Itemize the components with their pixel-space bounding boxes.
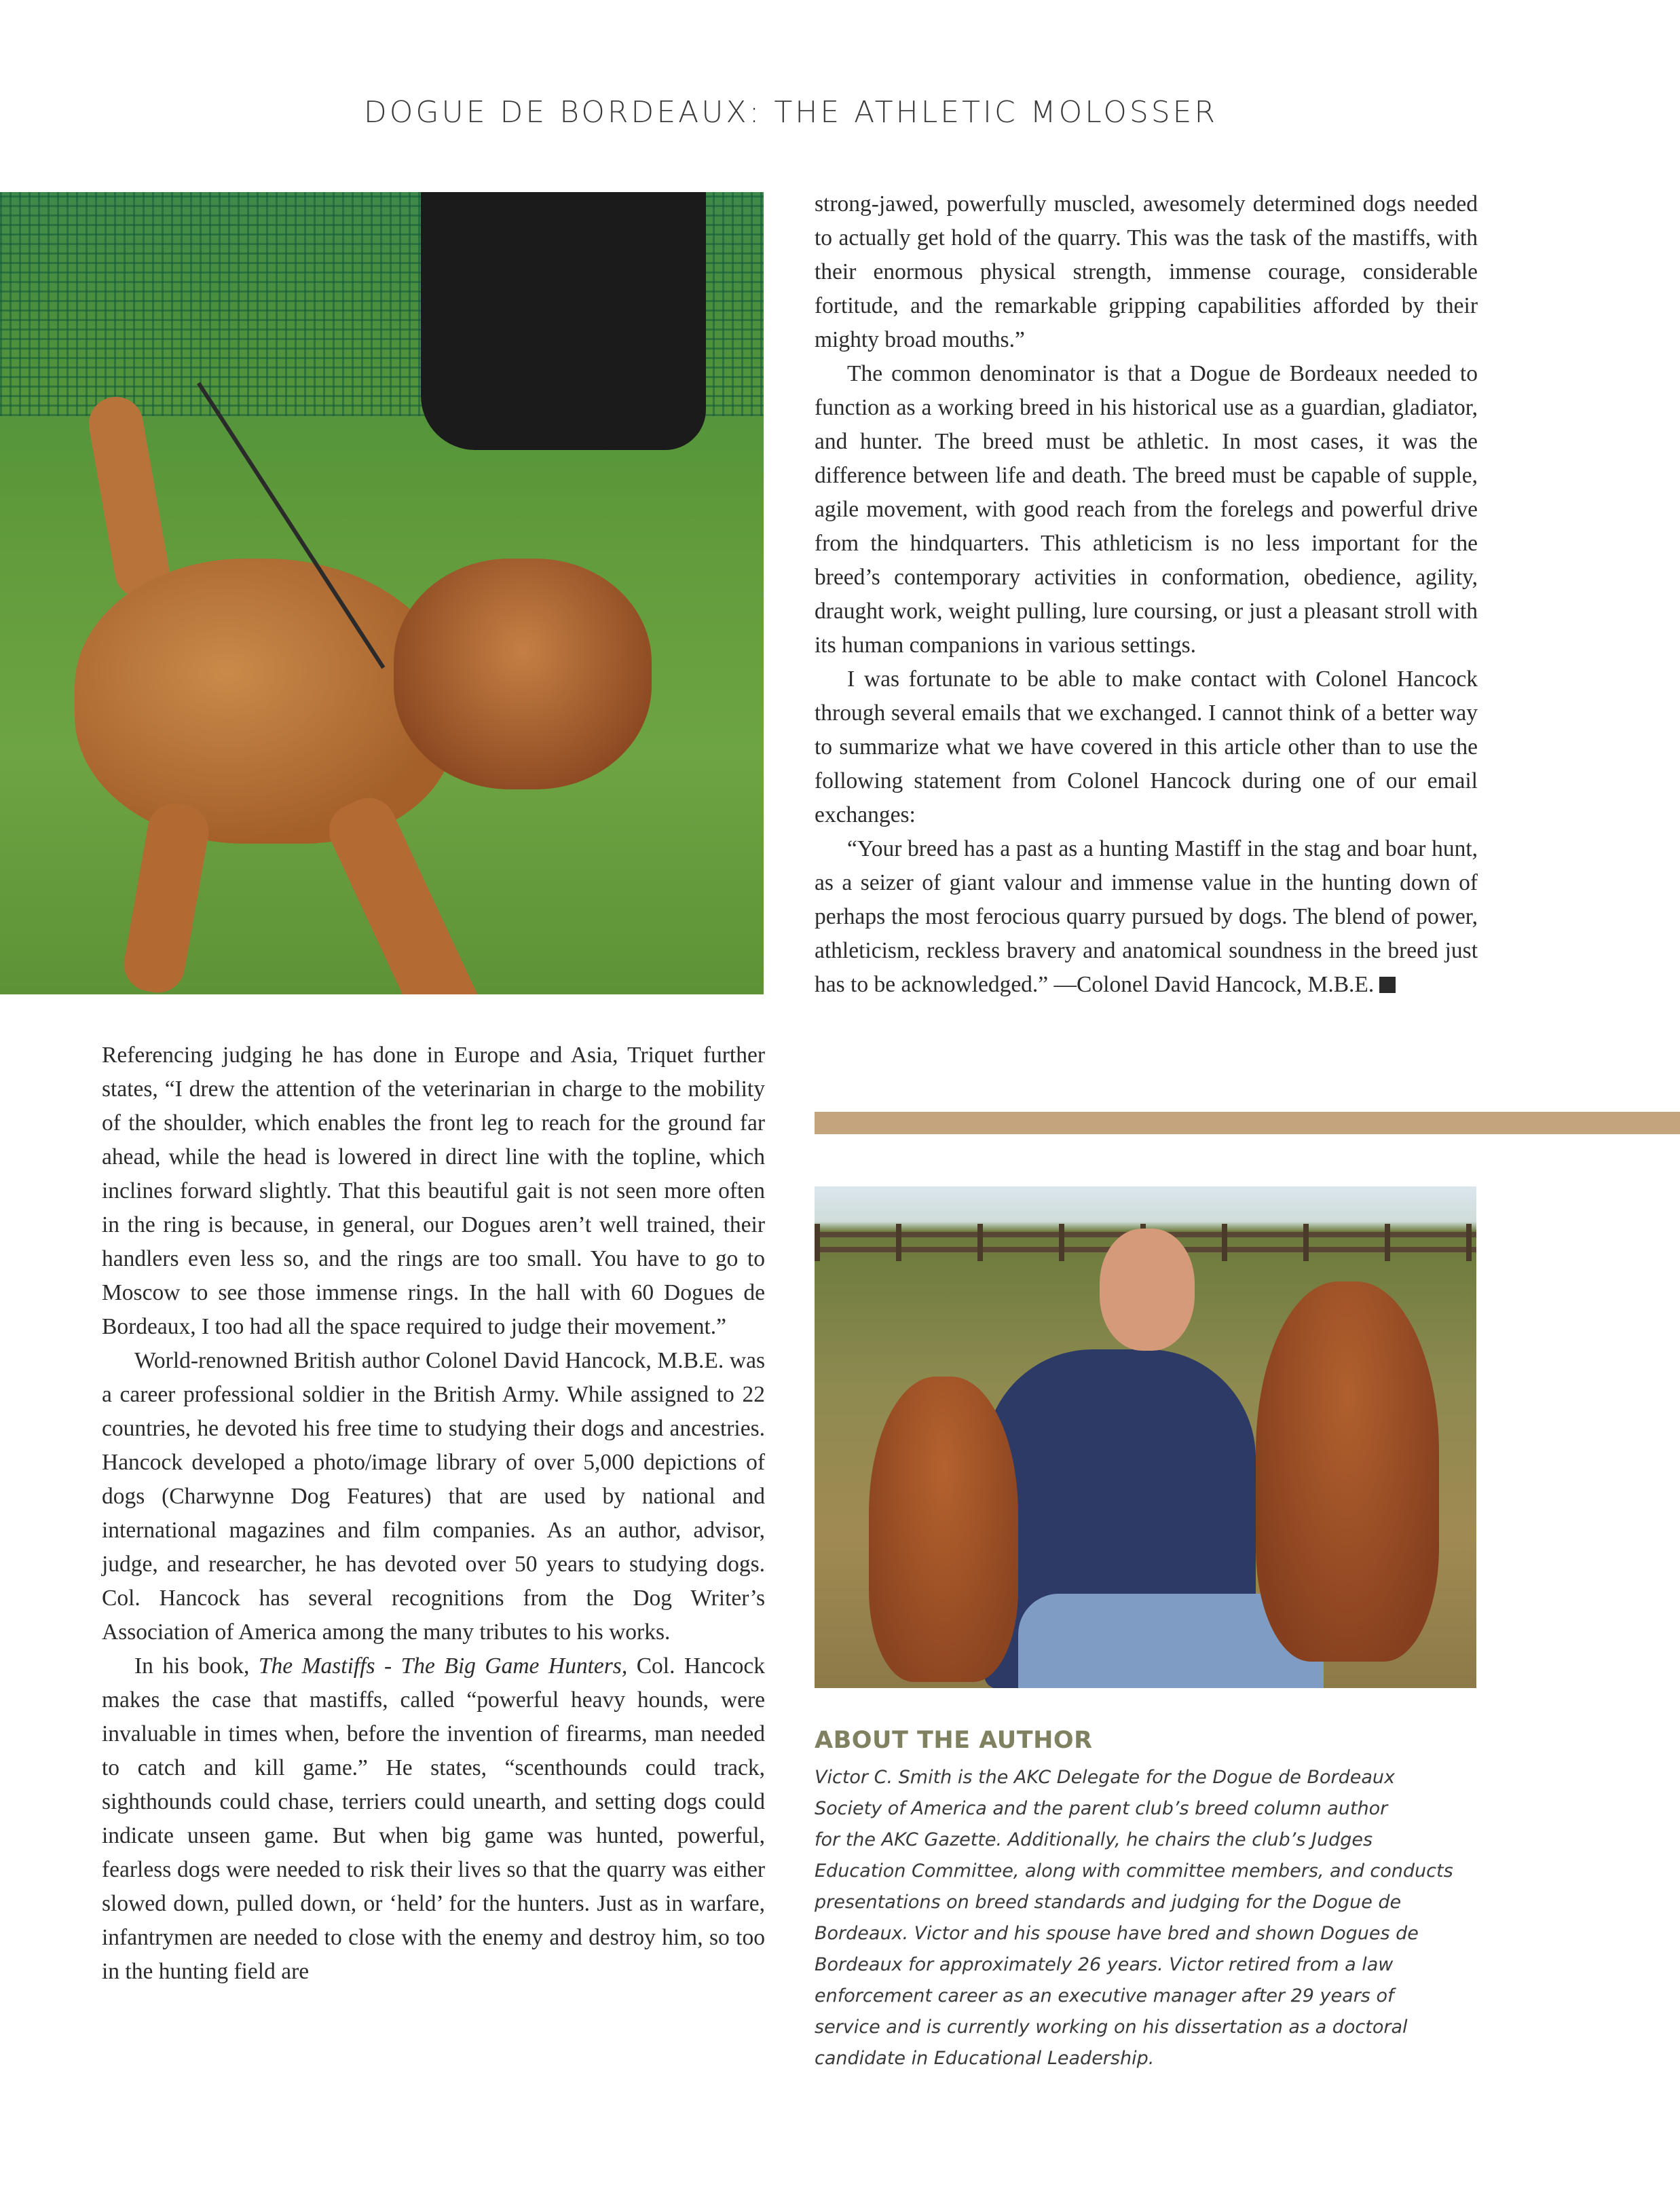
dog-show-photo: [0, 192, 764, 994]
bio-line: Education Committee, along with committee members, and conducts: [815, 1860, 1453, 1882]
about-author-heading: ABOUT THE AUTHOR: [815, 1727, 1093, 1754]
paragraph: World-renowned British author Colonel David Hancock, M.B.E. was a career professional soldier in the British Army. While assigned to 22 countries, he devoted his free time to studying their dogs and ancestries. Hancock developed a photo/image library of over 5,000 depictions of dogs (Charwynne Dog Features) that are used by national and international magazines and film companies. As an author, advisor, judge, and researcher, he has devoted over 50 years to studying dogs. Col. Hancock has several recognitions from the Dog Writer’s Association of America among the many tributes to his works.: [102, 1348, 765, 1645]
text: In his book,: [134, 1653, 259, 1679]
bio-line: candidate in Educational Leadership.: [815, 2048, 1155, 2069]
dog-hind-leg: [119, 799, 212, 994]
text: Col. Hancock makes the case that mastiffs, called “powerful heavy hounds, were invaluable in times when, before the invention of firearms, man needed to catch and kill game.” He states, “scenthounds could track, sighthounds could chase, terriers could unearth, and setting dogs could indicate unseen game. But when big game was hunted, powerful, fearless dogs were needed to risk their lives so that the quarry was either slowed down, pulled down, or ‘held’ for the hunters. Just as in warfare, infantrymen are needed to close with the enemy and destroy him, so too in the hunting field are: [102, 1653, 765, 1984]
paragraph: I was fortunate to be able to make contact with Colonel Hancock through several emails that we exchanged. I cannot think of a better way to summarize what we have covered in this article other than to use the following statement from Colonel Hancock during one of our email exchanges:: [815, 667, 1478, 827]
dog-front-leg: [320, 789, 508, 994]
book-title: The Mastiffs - The Big Game Hunters,: [258, 1653, 628, 1679]
author-face: [1100, 1229, 1195, 1351]
author-with-dogs-photo: [815, 1186, 1476, 1688]
quote-paragraph: [815, 832, 1478, 1002]
bio-line: Bordeaux for approximately 26 years. Victor retired from a law: [815, 1954, 1394, 1975]
bio-line: presentations on breed standards and judging for the Dogue de: [815, 1892, 1402, 1913]
dog-head: [394, 559, 652, 789]
page-title: DOGUE DE BORDEAUX: THE ATHLETIC MOLOSSER: [363, 95, 1218, 130]
bio-line: enforcement career as an executive manager after 29 years of: [815, 1985, 1394, 2006]
left-text-column: [102, 1039, 765, 1989]
handler-legs: [421, 192, 706, 450]
paragraph: [102, 1649, 765, 1989]
bio-line: Society of America and the parent club’s breed column author: [815, 1798, 1388, 1819]
quote-text: “Your breed has a past as a hunting Mastiff in the stag and boar hunt, as a seizer of giant valour and immense value in the hunting down of perhaps the most ferocious quarry pursued by dogs. The blend of power, athleticism, reckless bravery and anatomical soundness in the breed just has to be acknowledged.” —Colonel David Hancock, M.B.E.: [815, 836, 1478, 997]
left-dog: [869, 1377, 1018, 1682]
bio-line: service and is currently working on his dissertation as a doctoral: [815, 2017, 1408, 2038]
section-divider-bar: [815, 1112, 1680, 1134]
dog-tail: [85, 392, 174, 602]
right-text-column: [815, 187, 1478, 1002]
about-author-body: [815, 1762, 1493, 2074]
bio-line: Victor C. Smith is the AKC Delegate for the Dogue de Bordeaux: [815, 1767, 1395, 1788]
bio-line: for the AKC Gazette. Additionally, he chairs the club’s Judges: [815, 1829, 1373, 1850]
paragraph: The common denominator is that a Dogue de Bordeaux needed to function as a working breed in his historical use as a guardian, gladiator, and hunter. The breed must be athletic. In most cases, it was the difference between life and death. The breed must be capable of supple, agile movement, with good reach from the forelegs and powerful drive from the hindquarters. This athleticism is no less important for the breed’s contemporary activities in conformation, obedience, agility, draught work, weight pulling, lure coursing, or just a pleasant stroll with its human companions in various settings.: [815, 361, 1478, 658]
paragraph: strong-jawed, powerfully muscled, awesomely determined dogs needed to actually get hold of the quarry. This was the task of the mastiffs, with their enormous physical strength, immense courage, considerable fortitude, and the remarkable gripping capabilities afforded by their mighty broad mouths.”: [815, 191, 1478, 352]
bio-line: Bordeaux. Victor and his spouse have bred and shown Dogues de: [815, 1923, 1419, 1944]
right-dog: [1256, 1281, 1439, 1662]
end-mark-icon: [1379, 977, 1396, 993]
paragraph: Referencing judging he has done in Europe and Asia, Triquet further states, “I drew the attention of the veterinarian in charge to the mobility of the shoulder, which enables the front leg to reach for the ground far ahead, while the head is lowered in direct line with the topline, which inclines forward slightly. That this beautiful gait is not seen more often in the ring is because, in general, our Dogues aren’t well trained, their handlers even less so, and the rings are too small. You have to go to Moscow to see those immense rings. In the hall with 60 Dogues de Bordeaux, I too had all the space required to judge their movement.”: [102, 1043, 765, 1339]
